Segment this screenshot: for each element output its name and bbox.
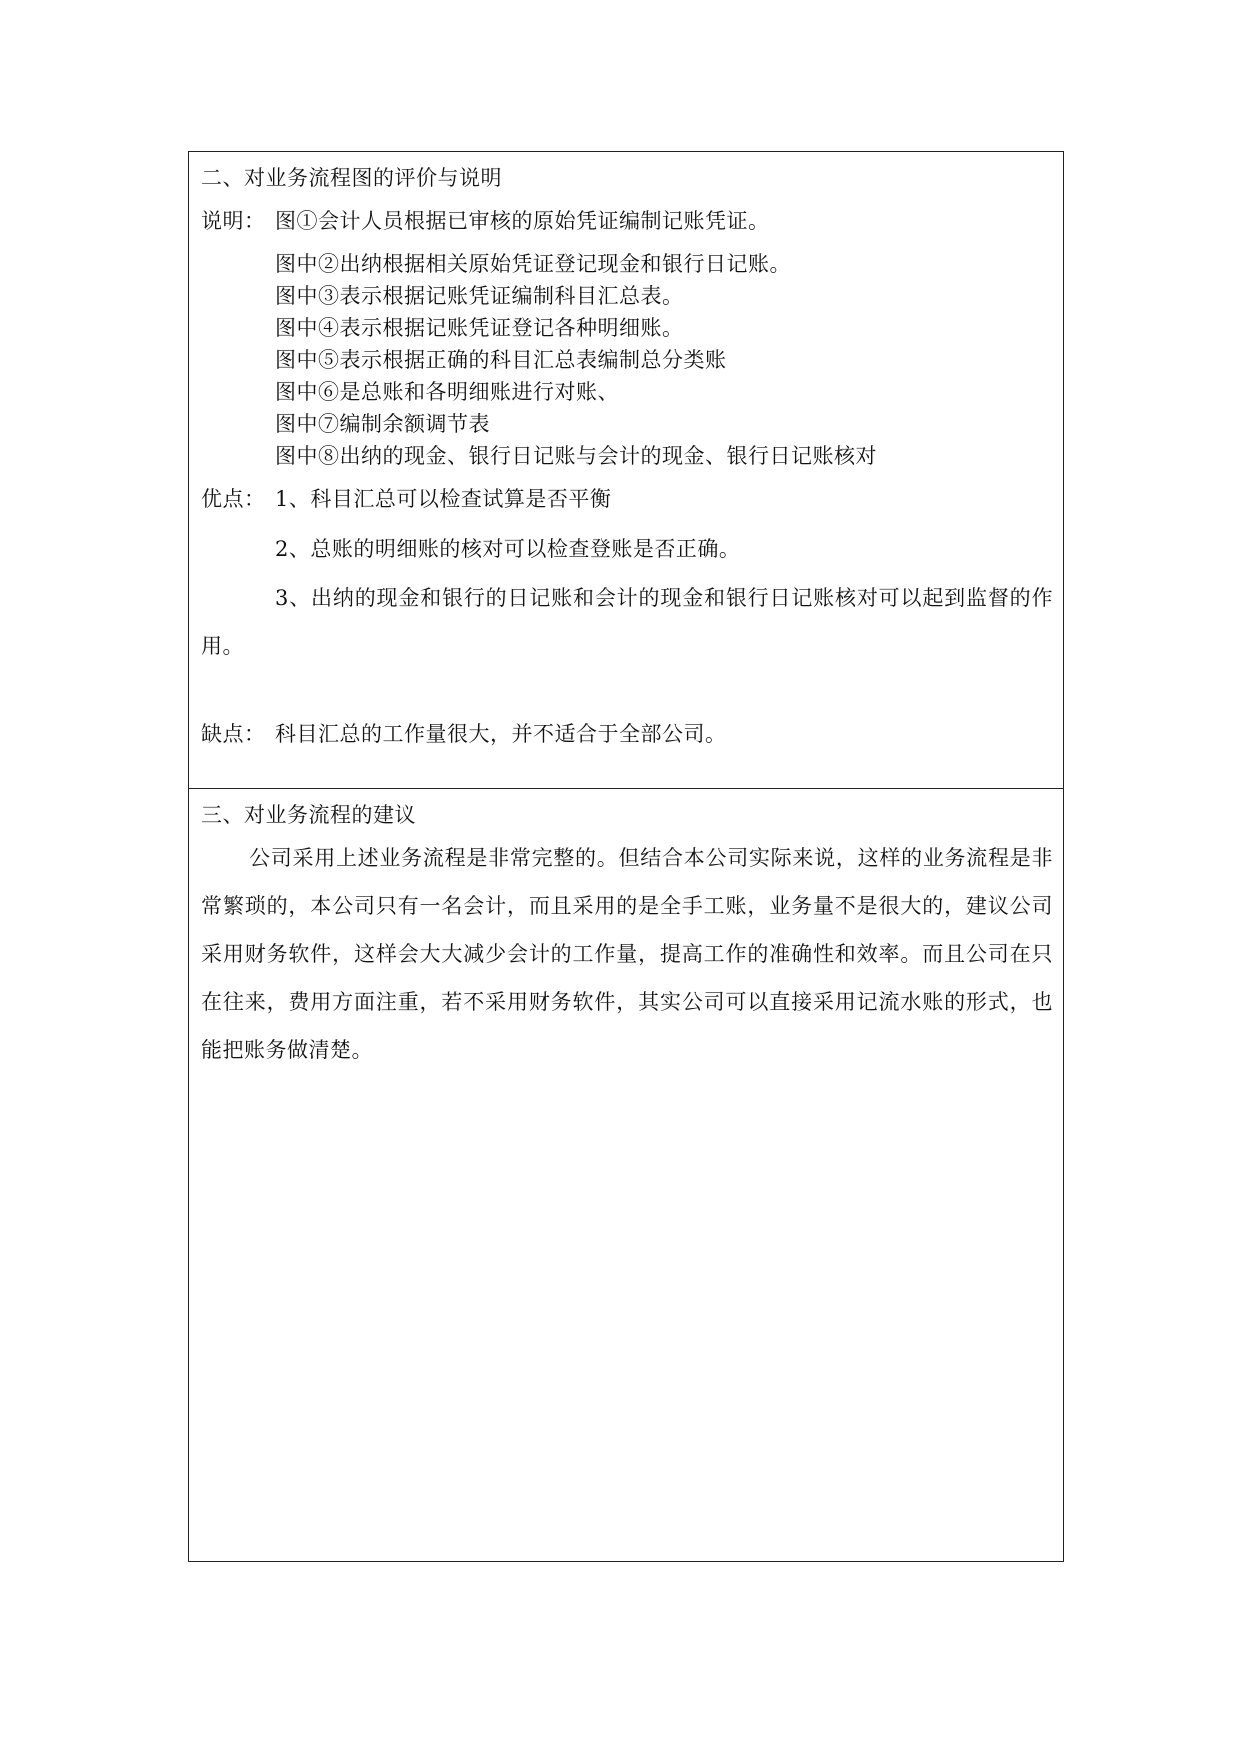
- recommendation-paragraph: 公司采用上述业务流程是非常完整的。但结合本公司实际来说，这样的业务流程是非常繁琐的，本公司只有一名会计，而且采用的是全手工账，业务量不是很大的，建议公司采用财务软件，这样会大大减少会计的工作量，提高工作的准确性和效率。而且公司在只在往来，费用方面注重，若不采用财务软件，其实公司可以直接采用记流水账的形式，也能把账务做清楚。: [201, 846, 1053, 1062]
- document-table: [188, 151, 1064, 1562]
- advantage-item: 1、科目汇总可以检查试算是否平衡: [275, 487, 612, 511]
- explanation-item: 图中⑧出纳的现金、银行日记账与会计的现金、银行日记账核对: [275, 444, 877, 468]
- explanation-item: 图中⑦编制余额调节表: [275, 412, 490, 436]
- explanation-item: 图中④表示根据记账凭证登记各种明细账。: [275, 316, 684, 340]
- explanation-item: 图①会计人员根据已审核的原始凭证编制记账凭证。: [275, 209, 770, 233]
- explanation-item: 图中⑤表示根据正确的科目汇总表编制总分类账: [275, 348, 727, 372]
- section-heading: 二、对业务流程图的评价与说明: [201, 166, 502, 190]
- recommendation-section: [189, 789, 1063, 1561]
- disadvantage-text: 科目汇总的工作量很大，并不适合于全部公司。: [275, 722, 727, 746]
- explanation-item: 图中②出纳根据相关原始凭证登记现金和银行日记账。: [275, 252, 791, 276]
- section-heading: 三、对业务流程的建议: [201, 803, 416, 827]
- evaluation-section: [189, 152, 1063, 789]
- explanation-item: 图中⑥是总账和各明细账进行对账、: [275, 380, 619, 404]
- explanation-item: 图中③表示根据记账凭证编制科目汇总表。: [275, 284, 684, 308]
- disadvantages-label: 缺点：: [201, 722, 266, 746]
- advantage-item: 2、总账的明细账的核对可以检查登账是否正确。: [275, 537, 741, 561]
- advantages-label: 优点：: [201, 487, 266, 511]
- explanation-label: 说明：: [201, 209, 266, 233]
- advantage-item: 3、出纳的现金和银行的日记账和会计的现金和银行日记账核对可以起到监督的作用。: [201, 586, 1053, 658]
